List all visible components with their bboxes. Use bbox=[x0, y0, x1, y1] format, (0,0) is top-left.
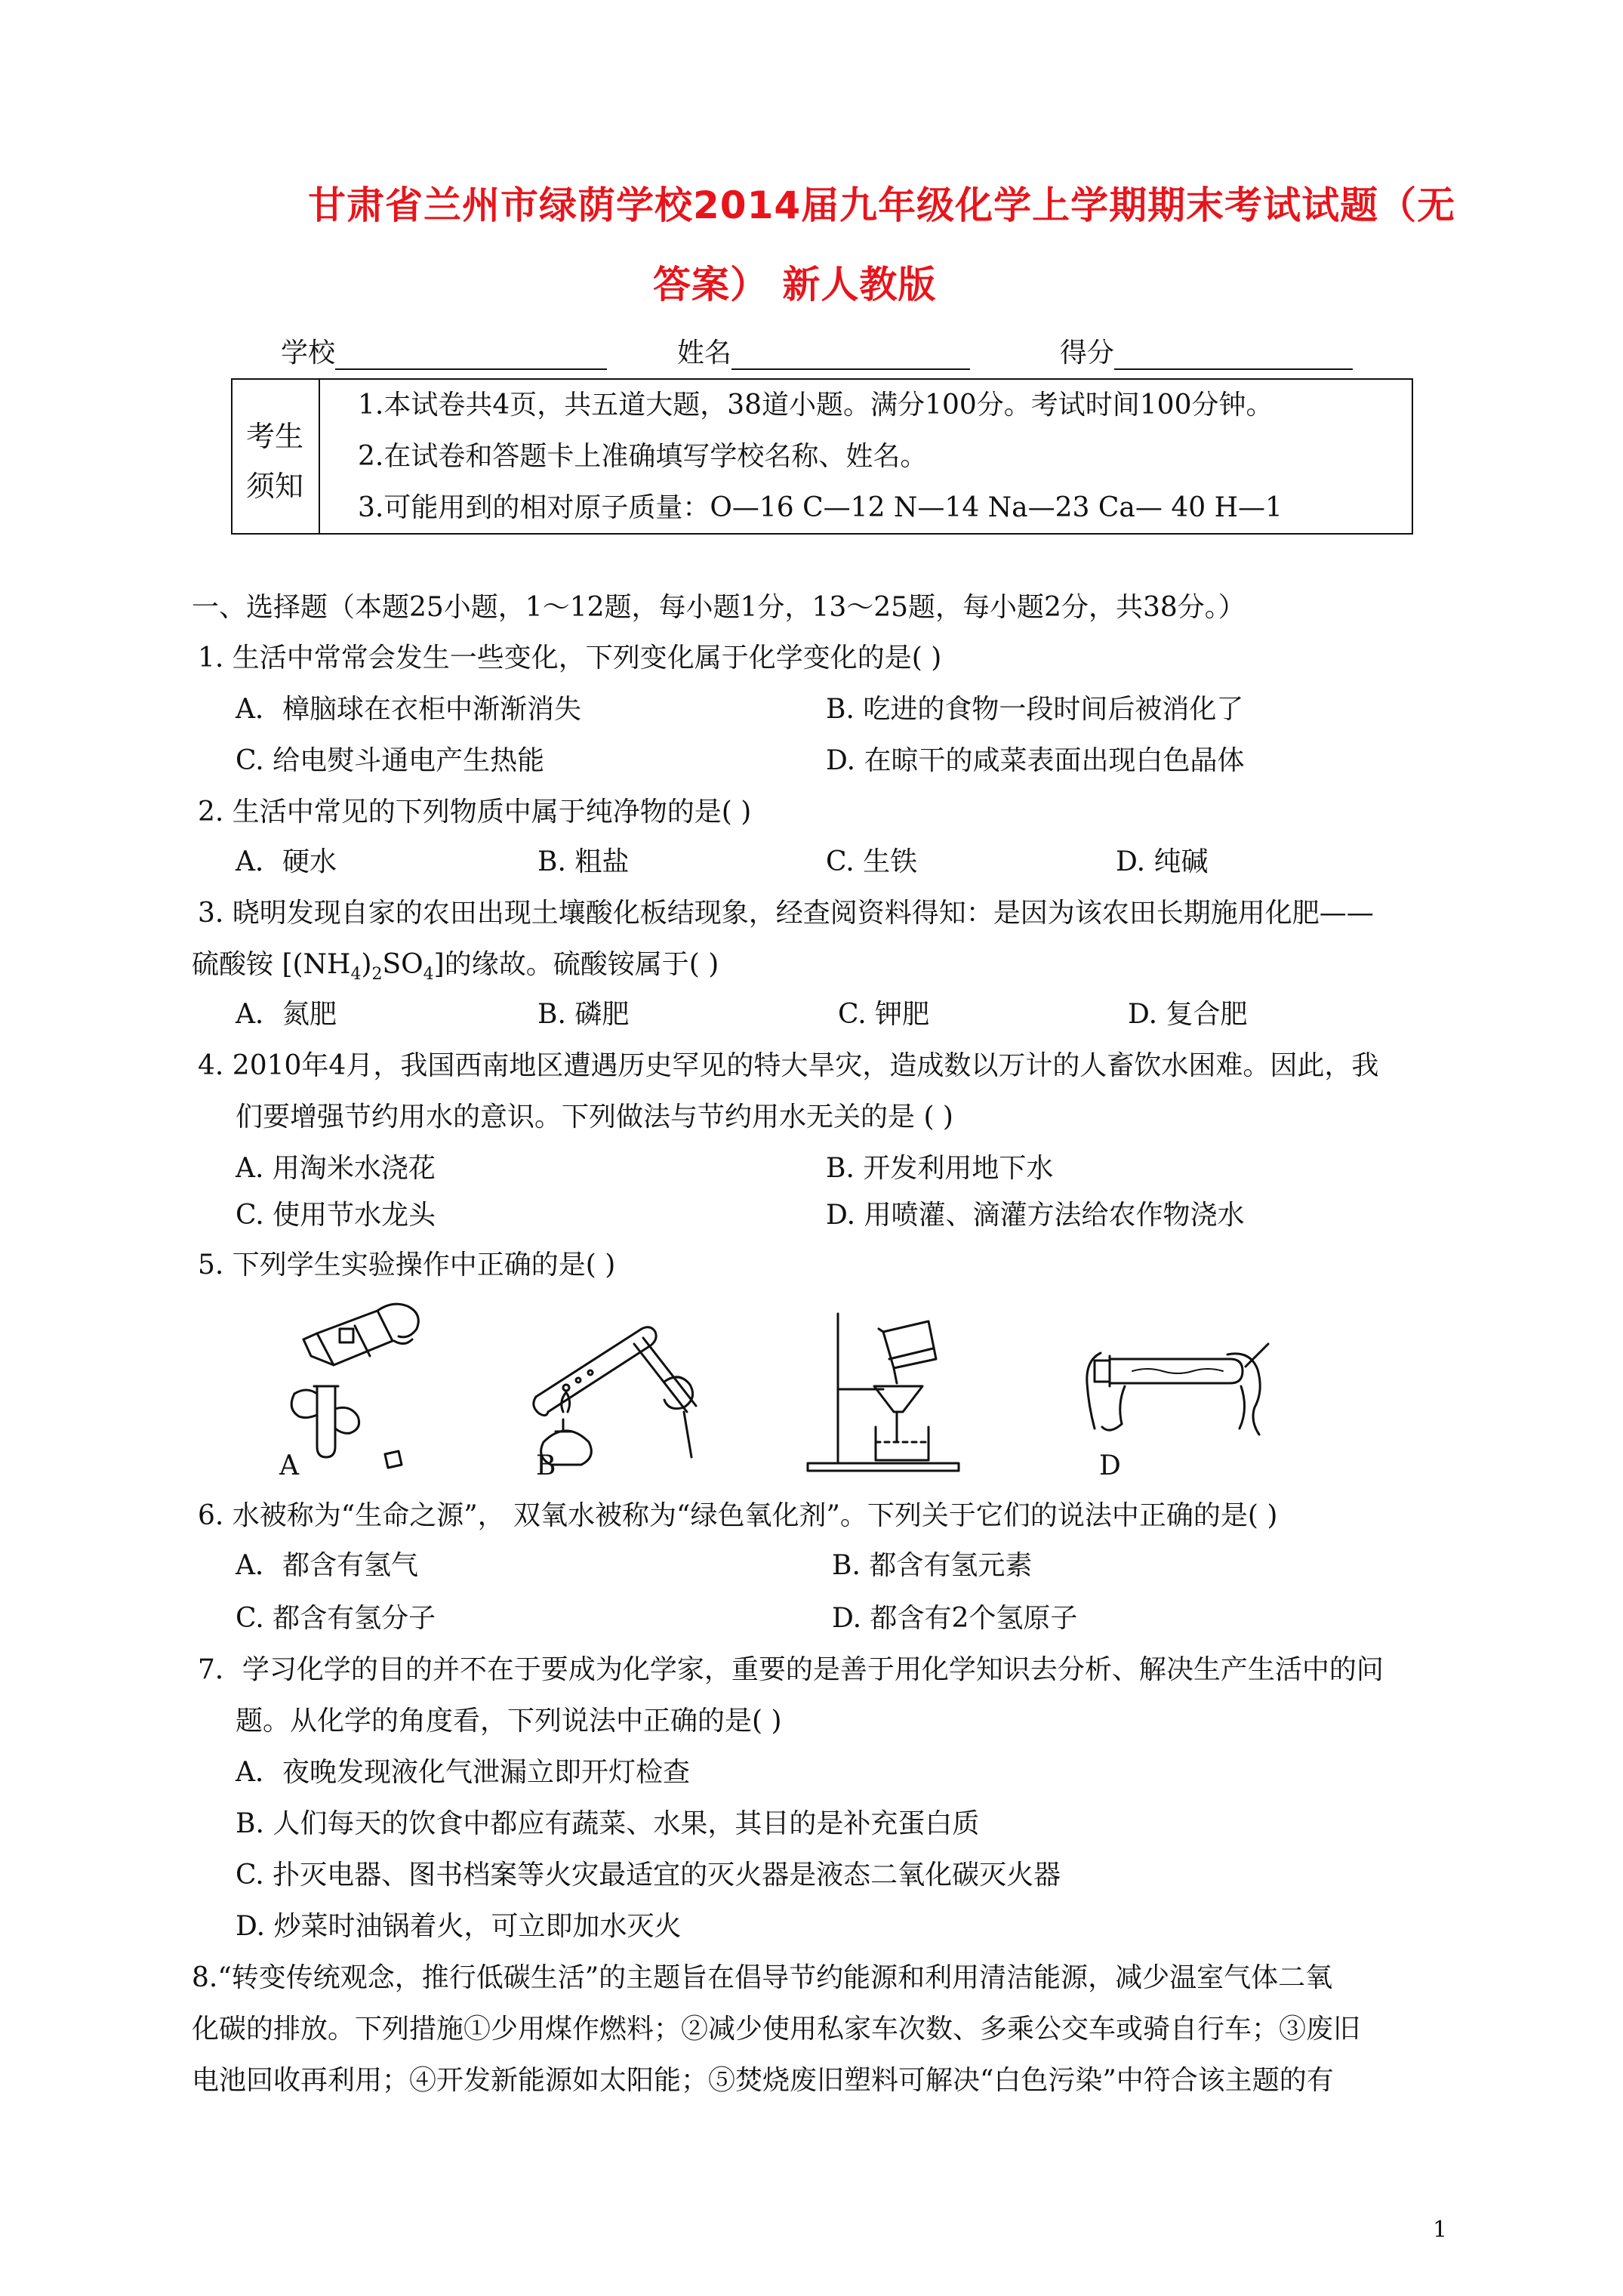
question-3-option-c[interactable]: C. 钾肥 bbox=[838, 999, 930, 1030]
question-6-option-c[interactable]: C. 都含有氢分子 bbox=[236, 1603, 436, 1634]
school-input-line[interactable] bbox=[335, 341, 607, 370]
formula-suffix: ]的缘故。硫酸铵属于( ) bbox=[433, 949, 719, 980]
question-6-option-a[interactable]: A．都含有氢气 bbox=[236, 1550, 418, 1581]
document-title-line-2: 答案） 新人教版 bbox=[653, 263, 937, 307]
question-2-option-d[interactable]: D. 纯碱 bbox=[1116, 846, 1209, 877]
question-7-option-a[interactable]: A．夜晚发现液化气泄漏立即开灯检查 bbox=[236, 1757, 690, 1788]
question-1-option-c[interactable]: C. 给电熨斗通电产生热能 bbox=[236, 745, 545, 776]
question-8-line-3: 电池回收再利用；④开发新能源如太阳能；⑤焚烧废旧塑料可解决“白色污染”中符合该主题的有 bbox=[192, 2065, 1334, 2096]
question-4-stem-line-1: 4. 2010年4月，我国西南地区遭遇历史罕见的特大旱灾，造成数以万计的人畜饮水困难。因此，我 bbox=[198, 1050, 1379, 1081]
notice-item-1: 1.本试卷共4页，共五道大题，38道小题。满分100分。考试时间100分钟。 bbox=[358, 390, 1273, 421]
score-input-line[interactable] bbox=[1114, 341, 1353, 370]
notice-label-line-2: 须知 bbox=[246, 470, 304, 503]
question-2-stem: 2. 生活中常见的下列物质中属于纯净物的是( ) bbox=[198, 797, 752, 827]
name-input-line[interactable] bbox=[731, 341, 970, 370]
exam-notice-box bbox=[231, 378, 1413, 535]
figure-c-filtration[interactable] bbox=[800, 1299, 966, 1480]
notice-item-2: 2.在试卷和答题卡上准确填写学校名称、姓名。 bbox=[358, 441, 928, 472]
figure-b-label: B bbox=[536, 1450, 556, 1481]
question-7-option-c[interactable]: C. 扑灭电器、图书档案等火灾最适宜的灭火器是液态二氧化碳灭火器 bbox=[236, 1860, 1061, 1891]
page-number: 1 bbox=[1433, 2217, 1448, 2243]
question-7-stem-line-2: 题。从化学的角度看，下列说法中正确的是( ) bbox=[236, 1706, 782, 1737]
question-4-stem-line-2: 们要增强节约用水的意识。下列做法与节约用水无关的是 ( ) bbox=[236, 1102, 953, 1133]
figure-a-label: A bbox=[279, 1450, 299, 1481]
figure-b-heating-tube[interactable] bbox=[521, 1299, 710, 1472]
question-8-line-2: 化碳的排放。下列措施①少用煤作燃料；②减少使用私家车次数、多乘公交车或骑自行车；③废旧 bbox=[192, 2014, 1361, 2045]
question-7-option-b[interactable]: B. 人们每天的饮食中都应有蔬菜、水果，其目的是补充蛋白质 bbox=[236, 1808, 980, 1839]
question-3-stem-line-1: 3. 晓明发现自家的农田出现土壤酸化板结现象，经查阅资料得知：是因为该农田长期施用化肥—— bbox=[198, 898, 1374, 929]
question-3-option-b[interactable]: B. 磷肥 bbox=[537, 999, 630, 1030]
subscript-2: 2 bbox=[371, 965, 383, 985]
question-6-stem: 6. 水被称为“生命之源”， 双氧水被称为“绿色氧化剂”。下列关于它们的说法中正确的是( ) bbox=[198, 1500, 1278, 1531]
question-1-stem: 1. 生活中常常会发生一些变化，下列变化属于化学变化的是( ) bbox=[198, 643, 942, 673]
question-2-option-a[interactable]: A．硬水 bbox=[236, 846, 337, 877]
score-label: 得分 bbox=[1059, 337, 1114, 368]
question-3-stem-line-2 bbox=[192, 948, 719, 991]
school-label: 学校 bbox=[281, 337, 336, 368]
document-title-line-1: 甘肃省兰州市绿荫学校2014届九年级化学上学期期末考试试题（无 bbox=[308, 183, 1456, 227]
formula-paren: ) bbox=[361, 949, 372, 980]
question-6-option-b[interactable]: B. 都含有氢元素 bbox=[832, 1550, 1033, 1581]
formula-prefix: 硫酸铵 [(NH bbox=[192, 949, 351, 980]
name-label: 姓名 bbox=[676, 337, 731, 368]
question-1-option-b[interactable]: B. 吃进的食物一段时间后被消化了 bbox=[826, 694, 1244, 725]
subscript-4b: 4 bbox=[423, 965, 434, 985]
question-7-option-d[interactable]: D. 炒菜时油锅着火，可立即加水灭火 bbox=[236, 1911, 682, 1942]
question-4-option-c[interactable]: C. 使用节水龙头 bbox=[236, 1200, 436, 1231]
figure-d-shaking-tube[interactable] bbox=[1079, 1314, 1283, 1450]
subscript-4: 4 bbox=[350, 965, 362, 985]
formula-so: SO bbox=[382, 949, 423, 980]
question-4-option-a[interactable]: A. 用淘米水浇花 bbox=[236, 1153, 436, 1184]
question-4-option-b[interactable]: B. 开发利用地下水 bbox=[826, 1153, 1054, 1184]
question-6-option-d[interactable]: D. 都含有2个氢原子 bbox=[832, 1603, 1078, 1634]
section-heading: 一、选择题（本题25小题，1～12题，每小题1分，13～25题，每小题2分，共38分。） bbox=[192, 592, 1246, 623]
question-5-stem: 5. 下列学生实验操作中正确的是( ) bbox=[198, 1250, 616, 1281]
question-2-option-c[interactable]: C. 生铁 bbox=[826, 846, 918, 877]
question-4-option-d[interactable]: D. 用喷灌、滴灌方法给农作物浇水 bbox=[826, 1200, 1245, 1231]
notice-item-3: 3.可能用到的相对原子质量：O—16 C—12 N—14 Na—23 Ca— 40 H—1 bbox=[358, 492, 1283, 523]
figure-d-label: D bbox=[1099, 1450, 1121, 1481]
question-7-stem-line-1: 7．学习化学的目的并不在于要成为化学家，重要的是善于用化学知识去分析、解决生产生活中的问 bbox=[198, 1654, 1384, 1685]
notice-label-cell bbox=[233, 380, 320, 533]
info-fields-row bbox=[281, 337, 1353, 370]
question-1-option-d[interactable]: D. 在晾干的咸菜表面出现白色晶体 bbox=[826, 745, 1245, 776]
question-3-option-d[interactable]: D. 复合肥 bbox=[1128, 999, 1248, 1030]
question-3-option-a[interactable]: A．氮肥 bbox=[236, 999, 337, 1030]
question-1-option-a[interactable]: A．樟脑球在衣柜中渐渐消失 bbox=[236, 694, 581, 725]
notice-label-line-1: 考生 bbox=[246, 420, 304, 453]
question-8-line-1: 8.“转变传统观念，推行低碳生活”的主题旨在倡导节约能源和利用清洁能源，减少温室气体二氧 bbox=[192, 1962, 1333, 1993]
question-2-option-b[interactable]: B. 粗盐 bbox=[537, 846, 630, 877]
